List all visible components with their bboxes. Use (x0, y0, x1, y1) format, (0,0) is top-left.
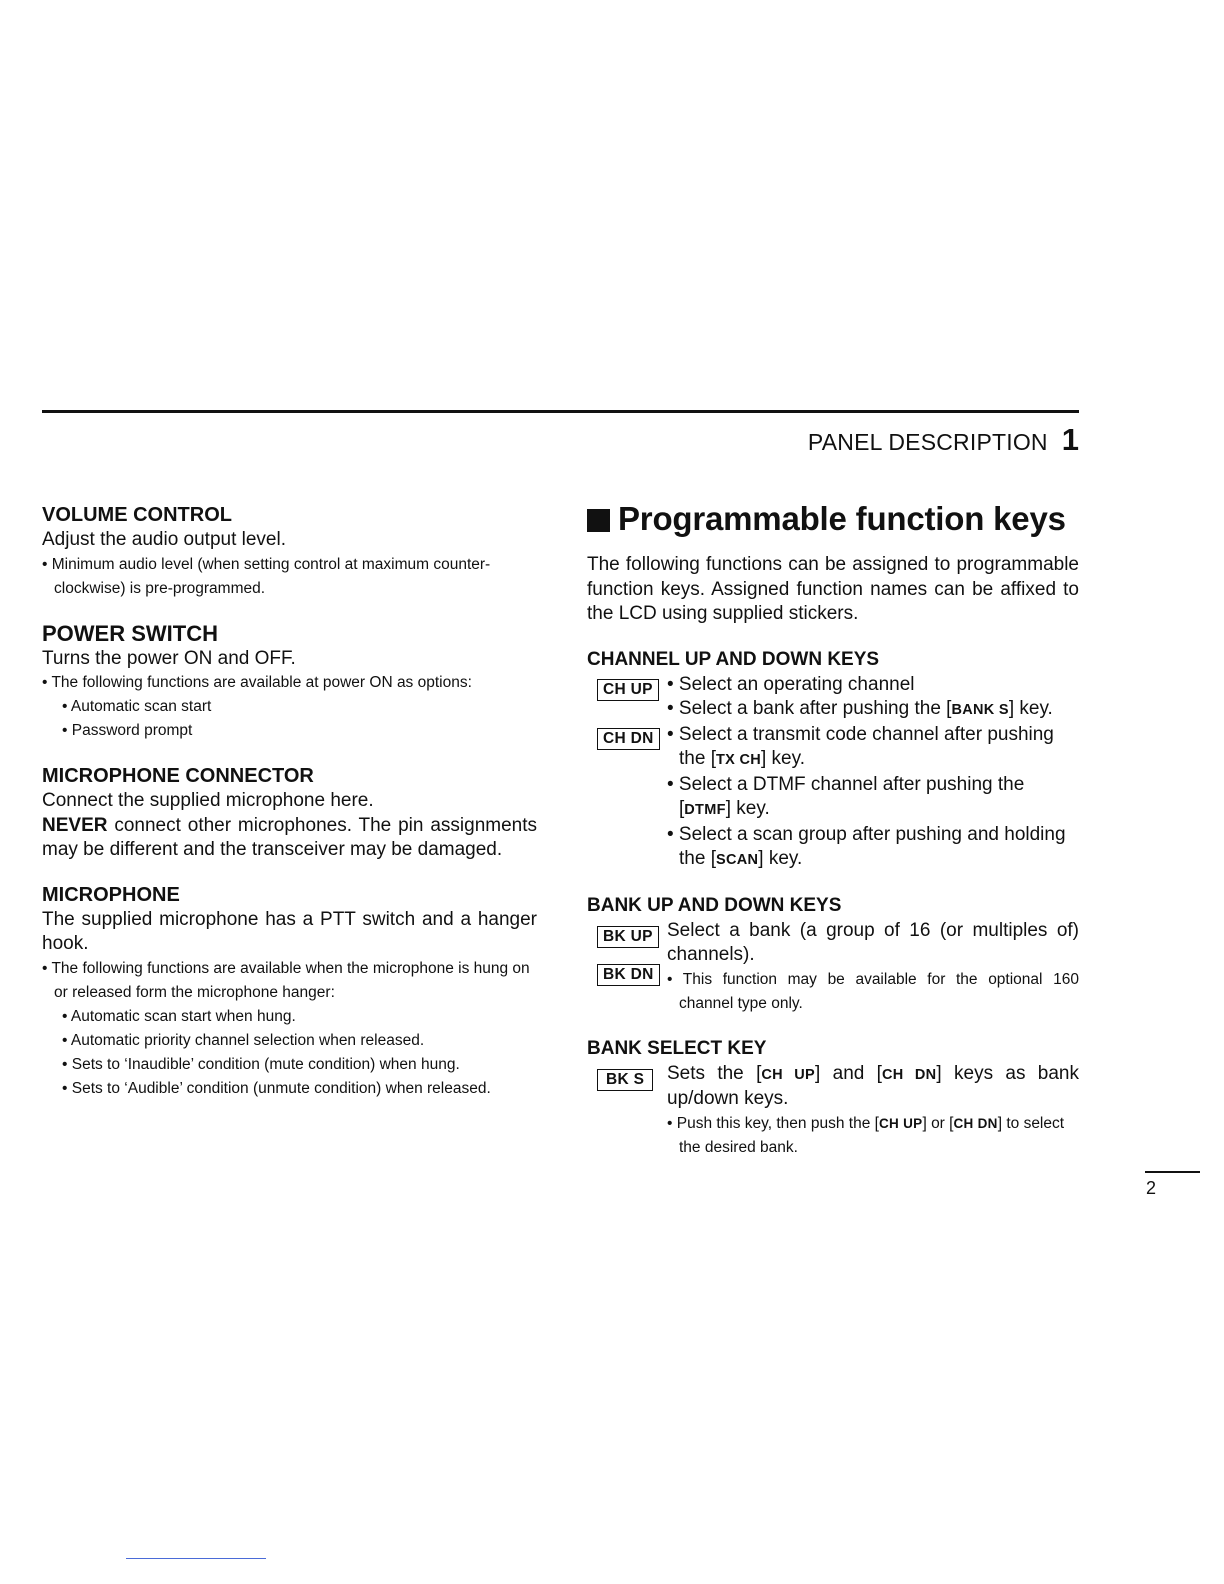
bullet-item: • Select a DTMF channel after pushing the [DTMF] key. (667, 773, 1025, 819)
ch-up-key-icon: CH UP (597, 679, 659, 701)
section-text: Connect the supplied microphone here. (42, 790, 374, 811)
left-column (42, 502, 537, 1101)
section-title: VOLUME CONTROL (42, 504, 232, 526)
section-text: Turns the power ON and OFF. (42, 647, 296, 669)
sub-bullet-item: • Automatic scan start (62, 698, 212, 715)
top-rule (42, 410, 1079, 413)
page-number: 2 (1146, 1178, 1157, 1198)
warning-body: connect other microphones. The pin assignments may be different and the transceiver may be damaged. (42, 814, 537, 860)
sub-bullet-item: • Automatic priority channel selection when released. (62, 1031, 425, 1049)
volume-control-section (42, 502, 537, 601)
bullet-item: • Select a scan group after pushing and holding the [SCAN] key. (667, 823, 1066, 869)
page-number-rule (1145, 1171, 1200, 1173)
never-label: NEVER (42, 814, 108, 836)
section-title: BANK UP AND DOWN KEYS (587, 894, 842, 916)
bullet-item: • Select a transmit code channel after pushing the [TX CH] key. (667, 723, 1054, 769)
sub-bullet-item: • Sets to ‘Inaudible’ condition (mute condition) when hung. (62, 1055, 460, 1073)
power-switch-section (42, 621, 537, 744)
right-column (587, 500, 1079, 1160)
section-title: MICROPHONE (42, 883, 180, 906)
footer-link-line (126, 1558, 266, 1559)
section-text: The supplied microphone has a PTT switch and a hanger hook. (42, 908, 537, 954)
bullet-item: • Minimum audio level (when setting control at maximum counter-clockwise) is pre-programmed. (42, 555, 491, 597)
bank-keys-section (587, 893, 1079, 1016)
main-heading (587, 500, 1079, 538)
bullet-item: • Select an operating channel (667, 673, 915, 695)
note-item: • This function may be available for the optional 160 channel type only. (667, 970, 1079, 1012)
sub-bullet-item: • Automatic scan start when hung. (62, 1007, 296, 1025)
sub-bullet-item: • Password prompt (62, 722, 193, 739)
square-bullet-icon (587, 509, 610, 532)
section-title: CHANNEL UP AND DOWN KEYS (587, 648, 880, 670)
bullet-item: • The following functions are available when the microphone is hung on or released form the microphone hanger: (42, 959, 530, 1001)
main-heading-text: Programmable function keys (618, 500, 1066, 537)
section-text: Sets the [CH UP] and [CH DN] keys as bank up/down keys. (667, 1062, 1079, 1109)
warning-text (42, 814, 537, 863)
section-title: BANK SELECT KEY (587, 1037, 767, 1059)
bank-select-section (587, 1036, 1079, 1160)
section-title: MICROPHONE CONNECTOR (42, 765, 314, 787)
bk-up-key-icon: BK UP (597, 926, 659, 948)
ch-dn-key-icon: CH DN (597, 728, 660, 750)
page-header (808, 422, 1079, 458)
sub-bullet-item: • Sets to ‘Audible’ condition (unmute condition) when released. (62, 1079, 491, 1097)
section-text: Adjust the audio output level. (42, 529, 287, 550)
intro-text: The following functions can be assigned to programmable function keys. Assigned function names can be affixed to the LCD using supplied stickers. (587, 554, 1079, 624)
chapter-number: 1 (1061, 422, 1079, 457)
bk-dn-key-icon: BK DN (597, 964, 660, 986)
channel-keys-section (587, 647, 1079, 873)
section-text: Select a bank (a group of 16 (or multiples of) channels). (667, 919, 1079, 965)
bk-s-key-icon: BK S (597, 1069, 653, 1091)
header-title: PANEL DESCRIPTION (807, 429, 1048, 455)
note-item: • Push this key, then push the [CH UP] or [CH DN] to select the desired bank. (667, 1114, 1065, 1156)
bullet-item: • The following functions are available at power ON as options: (42, 674, 472, 691)
microphone-section (42, 882, 537, 1101)
bullet-item: • Select a bank after pushing the [BANK S] key. (667, 698, 1053, 719)
section-title: POWER SWITCH (42, 620, 218, 646)
microphone-connector-section (42, 763, 537, 863)
